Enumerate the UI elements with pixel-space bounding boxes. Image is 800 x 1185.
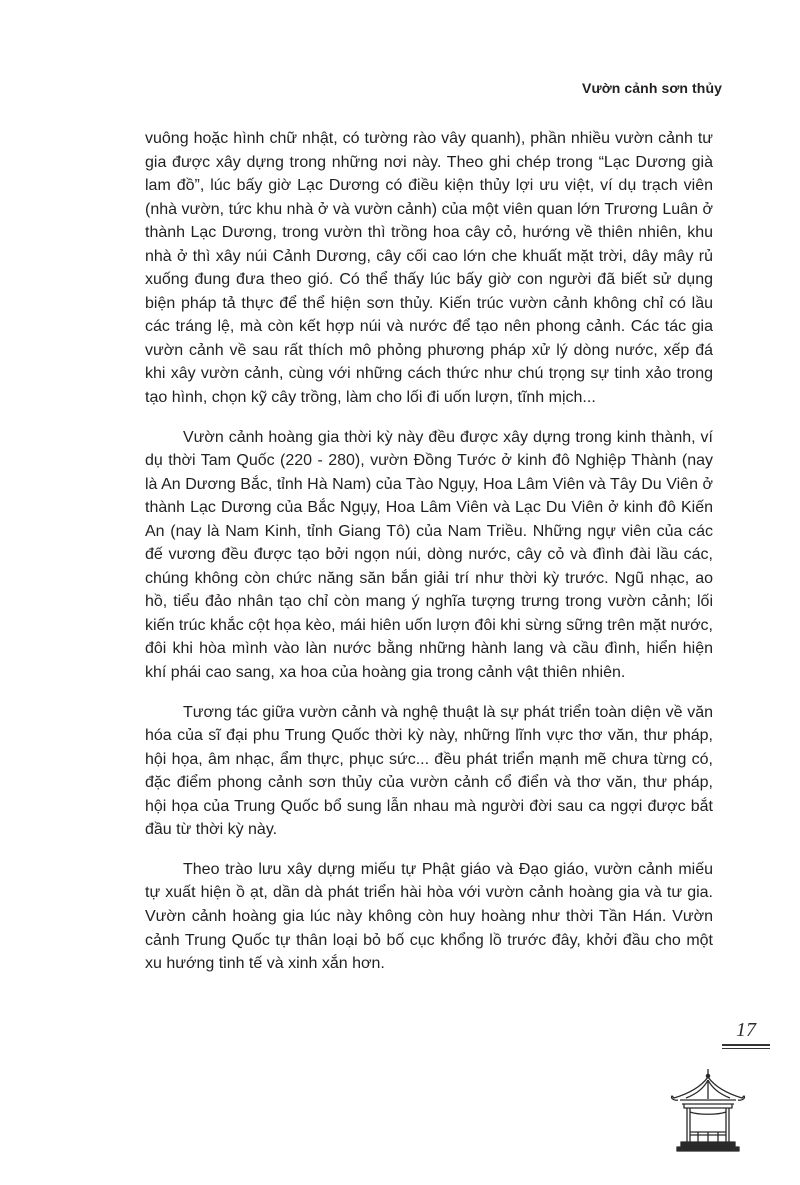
page-number: 17 <box>736 1019 756 1041</box>
body-text <box>145 127 713 992</box>
paragraph-2: Vườn cảnh hoàng gia thời kỳ này đều được xây dựng trong kinh thành, ví dụ thời Tam Quốc (220 - 280), vườn Đồng Tước ở kinh đô Nghiệp Thành (nay là An Dương Bắc, tỉnh Hà Nam) của Tào Ngụy, Hoa Lâm Viên và Tây Du Viên ở thành Lạc Dương của Bắc Ngụy, Hoa Lâm Viên và Lạc Du Viên ở kinh đô Kiến An (nay là Nam Kinh, tỉnh Giang Tô) của Nam Triều. Những ngự viên của các đế vương đều được tạo bởi ngọn núi, dòng nước, cây cỏ và đình đài lầu các, chúng không còn chức năng săn bắn giải trí như thời kỳ trước. Ngũ nhạc, ao hồ, tiểu đảo nhân tạo chỉ còn mang ý nghĩa tượng trưng trong vườn cảnh; lối kiến trúc khắc cột họa kèo, mái hiên uốn lượn đôi khi sừng sững trên mặt nước, đôi khi hòa mình vào làn nước bằng những hành lang và cầu đình, hiển hiện khí phái cao sang, xa hoa của hoàng gia trong cảnh vật thiên nhiên. <box>145 428 713 682</box>
pavilion-icon <box>668 1068 748 1159</box>
folio-rule-thin <box>722 1048 770 1049</box>
running-header: Vườn cảnh sơn thủy <box>582 80 722 96</box>
page-folio <box>722 1019 770 1049</box>
folio-rule <box>722 1044 770 1046</box>
paragraph-4: Theo trào lưu xây dựng miếu tự Phật giáo và Đạo giáo, vườn cảnh miếu tự xuất hiện ồ ạt, dần dà phát triển hài hòa với vườn cảnh hoàng gia và tư gia. Vườn cảnh hoàng gia lúc này không còn huy hoàng như thời Tần Hán. Vườn cảnh Trung Quốc tự thân loại bỏ bố cục khổng lồ trước đây, khởi đầu cho một xu hướng tinh tế và xinh xắn hơn. <box>145 860 713 973</box>
paragraph-1: vuông hoặc hình chữ nhật, có tường rào vây quanh), phần nhiều vườn cảnh tư gia được xây dựng trong những nơi này. Theo ghi chép trong “Lạc Dương già lam đồ”, lúc bấy giờ Lạc Dương có điều kiện thủy lợi ưu việt, ví dụ trạch viên (nhà vườn, tức khu nhà ở và vườn cảnh) của một viên quan lớn Trương Luân ở thành Lạc Dương, trong vườn thì trồng hoa cây cỏ, hướng về thiên nhiên, khu nhà ở thì xây núi Cảnh Dương, cây cối cao lớn che khuất mặt trời, dây mây rủ xuống đung đưa theo gió. Có thể thấy lúc bấy giờ con người đã biết sử dụng biện pháp tả thực để thể hiện sơn thủy. Kiến trúc vườn cảnh không chỉ có lầu các tráng lệ, mà còn kết hợp núi và nước để tạo nên phong cảnh. Các tác gia vườn cảnh về sau rất thích mô phỏng phương pháp xử lý dòng nước, xếp đá khi xây vườn cảnh, cùng với những cách thức như chú trọng sự tinh xảo trong tạo hình, chọn kỹ cây trồng, làm cho lối đi uốn lượn, tĩnh mịch... <box>145 130 713 407</box>
paragraph-3: Tương tác giữa vườn cảnh và nghệ thuật là sự phát triển toàn diện về văn hóa của sĩ đại phu Trung Quốc thời kỳ này, những lĩnh vực thơ văn, thư pháp, hội họa, âm nhạc, ẩm thực, phục sức... đều phát triển mạnh mẽ chưa từng có, đặc điểm phong cảnh sơn thủy của vườn cảnh cổ điển và thơ văn, thư pháp, hội họa của Trung Quốc bổ sung lẫn nhau mà người đời sau ca ngợi được bắt đầu từ thời kỳ này. <box>145 703 713 839</box>
